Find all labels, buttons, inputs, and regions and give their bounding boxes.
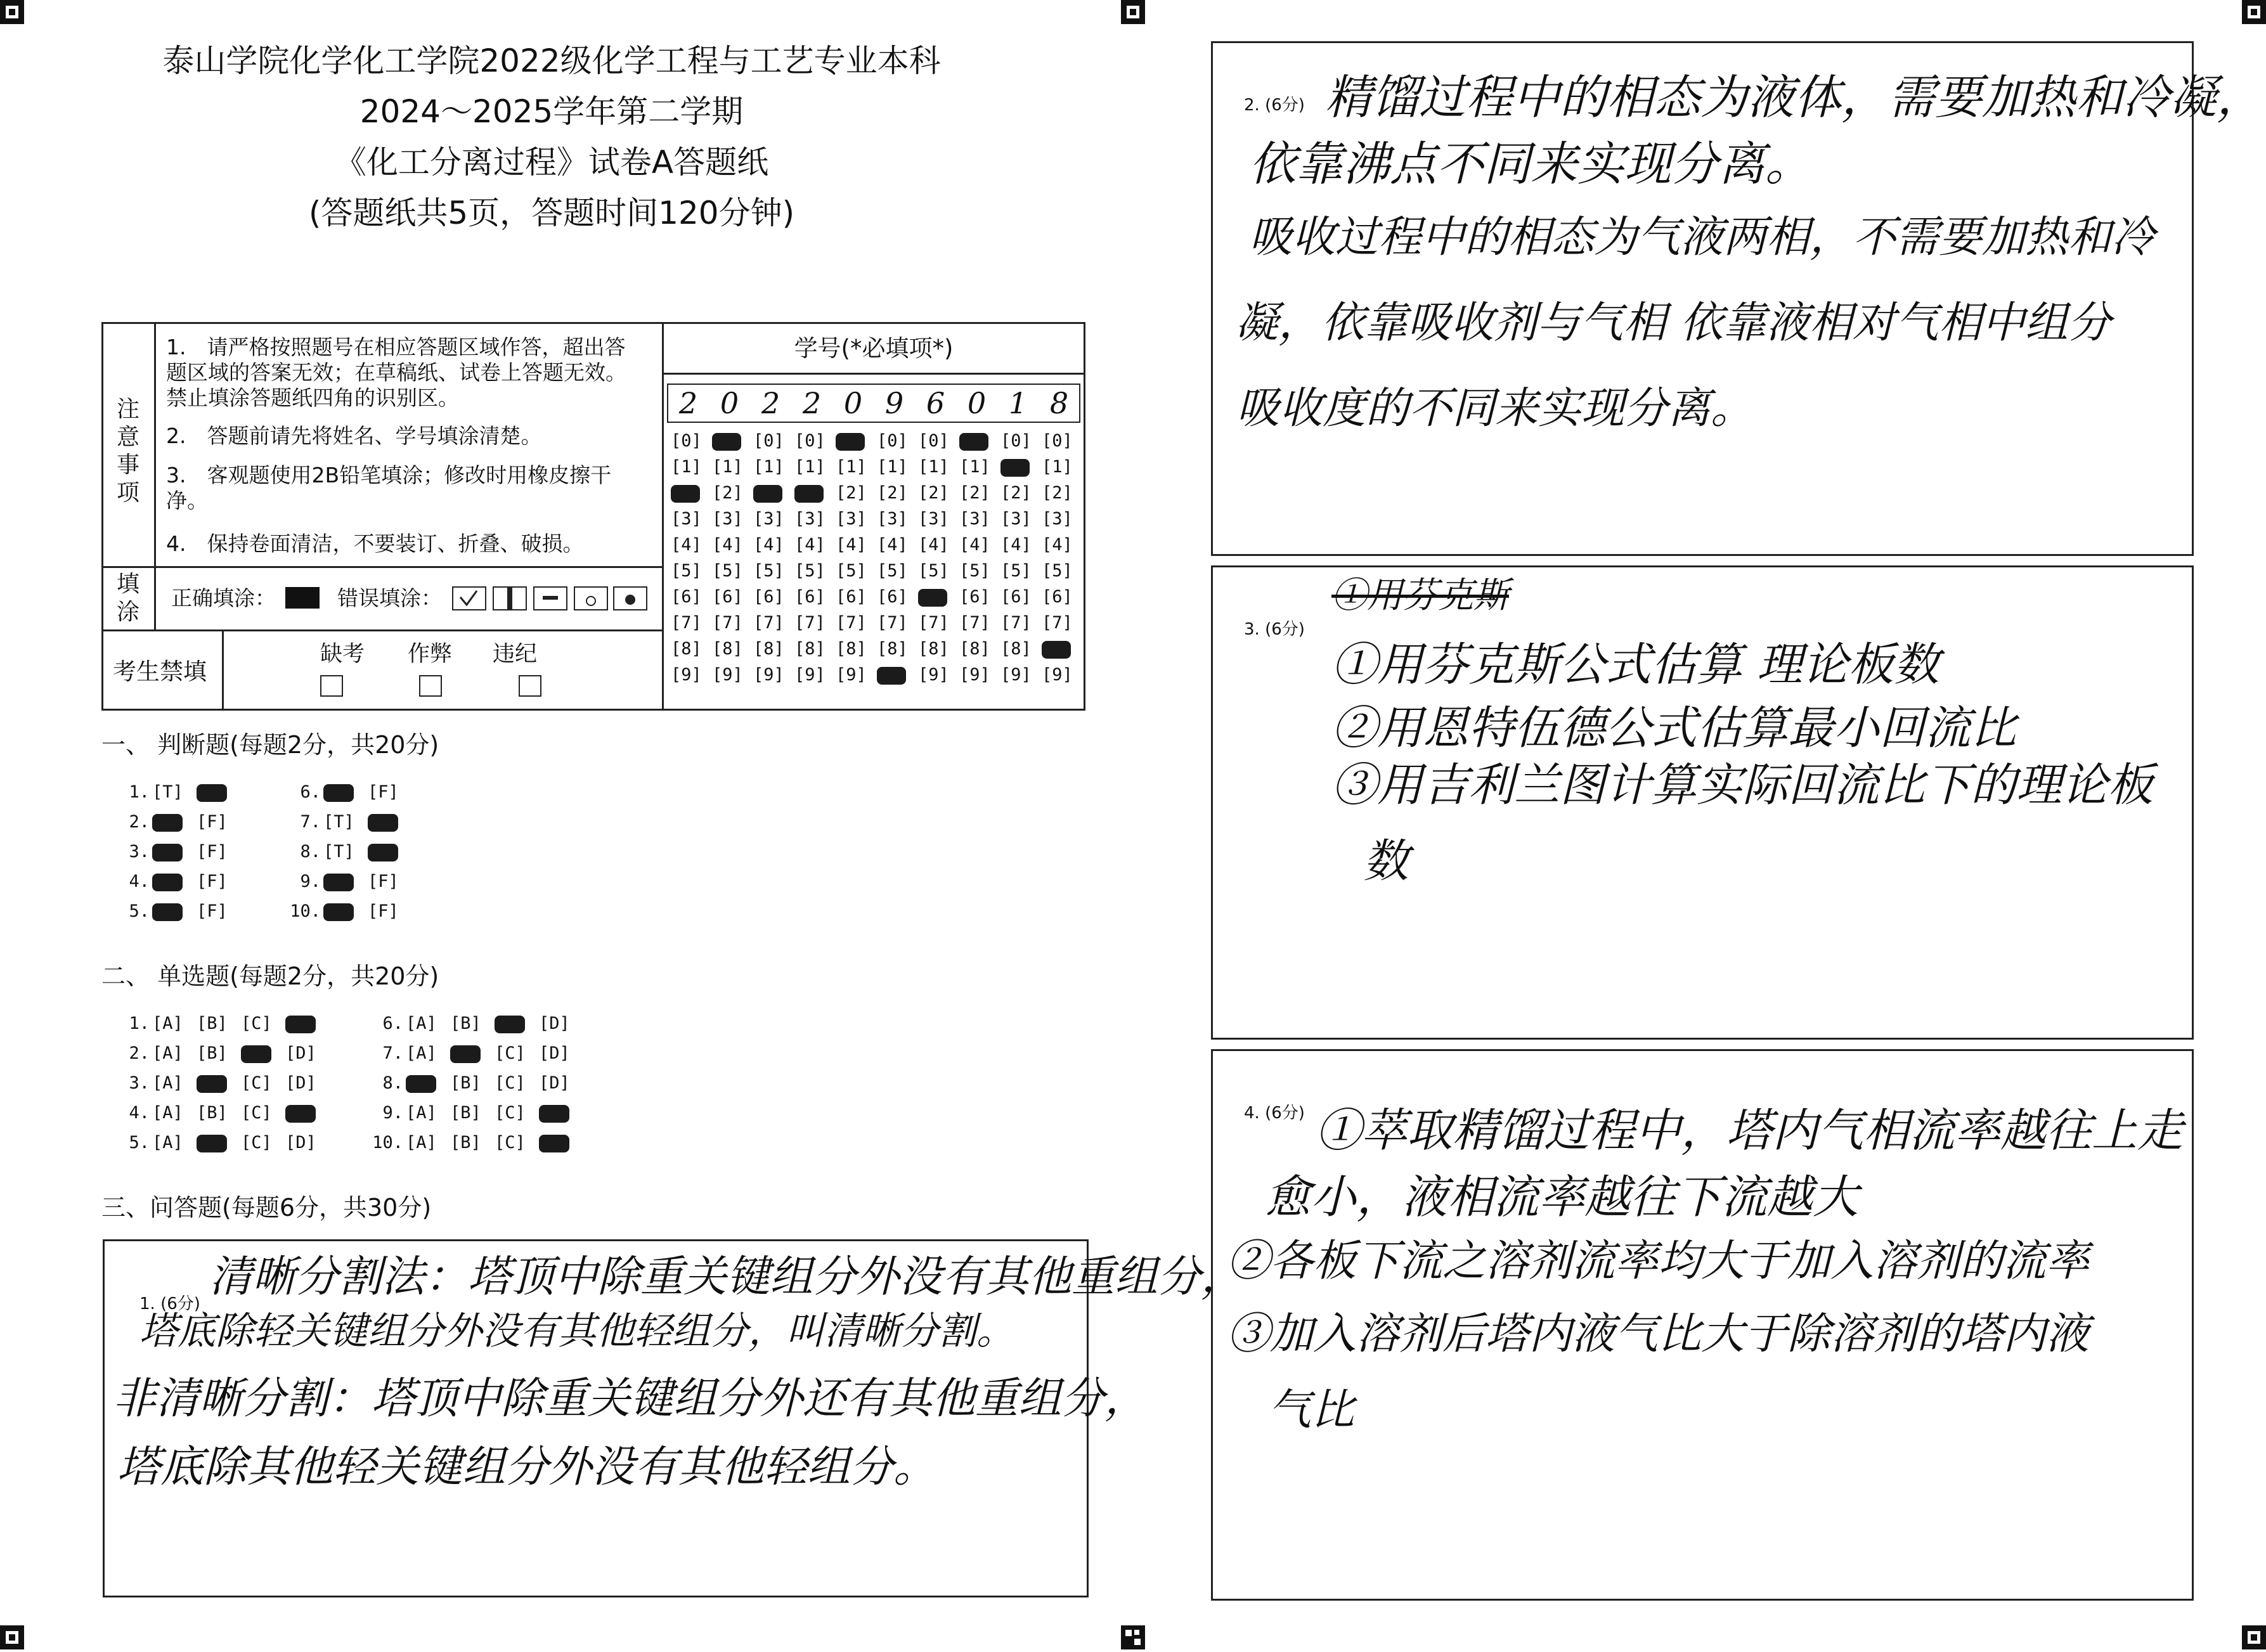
section1-question-number: 3.: [129, 842, 150, 861]
section1-q7-option-f[interactable]: [368, 810, 398, 835]
q1-line-3: 非清晰分割：塔顶中除重关键组分外还有其他重组分，: [113, 1374, 1148, 1424]
section2-q8-option-d[interactable]: [D]: [539, 1073, 570, 1093]
section1-title: 一、 判断题(每题2分，共20分): [101, 731, 439, 759]
section1-question-number: 2.: [129, 812, 150, 832]
section2-q8-option-b[interactable]: [B]: [450, 1073, 481, 1093]
student-id-bubble-c8-r9[interactable]: [9]: [959, 665, 990, 685]
student-id-digit-8: 0: [967, 386, 987, 420]
section1-q1-option-f[interactable]: [197, 780, 227, 805]
student-id-bubble-c5-r2[interactable]: [2]: [836, 483, 867, 503]
section2-q7-option-c[interactable]: [C]: [495, 1043, 526, 1063]
section2-q9-option-d[interactable]: [539, 1100, 569, 1126]
section2-question-number: 3.: [129, 1073, 150, 1093]
notice-item-3: 3. 客观题使用2B铅笔填涂；修改时用橡皮擦干净。: [166, 463, 612, 513]
section1-question-number: 4.: [129, 872, 150, 891]
student-id-bubble-c4-r3[interactable]: [3]: [794, 509, 825, 529]
student-id-bubble-c3-r7[interactable]: [7]: [753, 613, 784, 633]
student-id-bubble-c1-r9[interactable]: [9]: [671, 665, 702, 685]
student-id-bubble-c1-r6[interactable]: [6]: [671, 587, 702, 607]
forbidden-cheat-label: 作弊: [408, 642, 453, 667]
section1-q10-option-t[interactable]: [323, 899, 354, 924]
section1-question-number: 8.: [300, 842, 321, 861]
corner-mark-bottom-center: [1121, 1625, 1145, 1649]
section2-q10-option-c[interactable]: [C]: [495, 1133, 526, 1152]
student-id-bubble-c10-r0[interactable]: [0]: [1042, 431, 1073, 451]
q2-line-4: 凝，依靠吸收剂与气相 依靠液相对气相中组分: [1235, 298, 2111, 348]
student-id-bubble-c5-r0[interactable]: [836, 431, 874, 451]
student-id-bubble-c7-r1[interactable]: [1]: [918, 457, 949, 477]
section2-q8-option-a[interactable]: [406, 1071, 436, 1096]
section2-q1-option-c[interactable]: [C]: [241, 1014, 272, 1033]
student-id-bubble-c1-r7[interactable]: [7]: [671, 613, 702, 633]
section2-q5-option-a[interactable]: [A]: [152, 1133, 183, 1152]
q4-line-5: 气比: [1268, 1385, 1355, 1435]
student-id-bubble-c2-r9[interactable]: [9]: [712, 665, 743, 685]
student-id-bubble-c5-r3[interactable]: [3]: [836, 509, 867, 529]
student-id-bubble-c3-r2[interactable]: [753, 483, 791, 503]
student-id-bubble-c6-r8[interactable]: [8]: [877, 639, 908, 659]
forbidden-absent-checkbox[interactable]: [320, 675, 343, 697]
student-id-bubble-c10-r4[interactable]: [4]: [1042, 535, 1073, 555]
q2-line-2: 依靠沸点不同来实现分离。: [1249, 137, 1812, 191]
student-id-bubble-c9-r2[interactable]: [2]: [1000, 483, 1032, 503]
section1-q9-option-t[interactable]: [323, 869, 354, 894]
q4-label: 4. (6分): [1244, 1104, 1305, 1123]
forbidden-cheat-checkbox[interactable]: [419, 675, 442, 697]
corner-mark-top-left: [0, 0, 24, 24]
forbidden-absent-label: 缺考: [320, 642, 365, 667]
section1-q8-option-f[interactable]: [368, 839, 398, 865]
student-id-bubble-c1-r2[interactable]: [671, 483, 709, 503]
student-id-bubble-c8-r4[interactable]: [4]: [959, 535, 990, 555]
section2-q4-option-b[interactable]: [B]: [197, 1103, 228, 1123]
section1-q8-option-t[interactable]: [T]: [323, 842, 354, 861]
section2-title: 二、 单选题(每题2分，共20分): [101, 962, 439, 990]
student-id-bubble-c6-r5[interactable]: [5]: [877, 561, 908, 581]
student-id-bubble-c9-r4[interactable]: [4]: [1000, 535, 1032, 555]
q3-label: 3. (6分): [1244, 620, 1305, 639]
notice-item-4: 4. 保持卷面清洁，不要装订、折叠、破损。: [166, 531, 584, 556]
student-id-bubble-c1-r8[interactable]: [8]: [671, 639, 702, 659]
student-id-bubble-c6-r0[interactable]: [0]: [877, 431, 908, 451]
student-id-bubble-c3-r6[interactable]: [6]: [753, 587, 784, 607]
header-line-1: 泰山学院化学化工学院2022级化学工程与工艺专业本科: [162, 42, 941, 79]
student-id-bubble-c10-r1[interactable]: [1]: [1042, 457, 1073, 477]
student-id-digit-6: 9: [884, 386, 904, 420]
student-id-bubble-c7-r3[interactable]: [3]: [918, 509, 949, 529]
section1-q6-option-f[interactable]: [F]: [368, 782, 399, 802]
q4-line-4: ③加入溶剂后塔内液气比大于除溶剂的塔内液: [1227, 1309, 2090, 1359]
student-id-bubble-c7-r7[interactable]: [7]: [918, 613, 949, 633]
student-id-bubble-c10-r9[interactable]: [9]: [1042, 665, 1073, 685]
student-id-bubble-c10-r3[interactable]: [3]: [1042, 509, 1073, 529]
student-id-bubble-c5-r1[interactable]: [1]: [836, 457, 867, 477]
q3-line-5: 数: [1363, 834, 1409, 887]
corner-mark-bottom-left: [0, 1625, 24, 1649]
section2-q5-option-c[interactable]: [C]: [241, 1133, 272, 1152]
section1-question-number: 5.: [129, 901, 150, 921]
q4-line-3: ②各板下流之溶剂流率均大于加入溶剂的流率: [1227, 1236, 2090, 1286]
student-id-bubble-c2-r1[interactable]: [1]: [712, 457, 743, 477]
student-id-bubble-c1-r5[interactable]: [5]: [671, 561, 702, 581]
student-id-bubble-c4-r7[interactable]: [7]: [794, 613, 825, 633]
notice-item-2: 2. 答题前请先将姓名、学号填涂清楚。: [166, 423, 542, 448]
q1-line-2: 塔底除轻关键组分外没有其他轻组分，叫清晰分割。: [139, 1309, 1014, 1353]
section2-q5-option-b[interactable]: [197, 1130, 227, 1156]
student-id-bubble-c1-r4[interactable]: [4]: [671, 535, 702, 555]
section1-q4-option-t[interactable]: [152, 869, 183, 894]
student-id-digit-2: 0: [720, 386, 739, 420]
forbidden-violation-checkbox[interactable]: [519, 675, 541, 697]
student-id-bubble-c2-r2[interactable]: [2]: [712, 483, 743, 503]
section2-q4-option-d[interactable]: [285, 1100, 316, 1126]
section2-q6-option-a[interactable]: [A]: [406, 1014, 437, 1033]
student-id-bubble-c7-r9[interactable]: [9]: [918, 665, 949, 685]
section2-q5-option-d[interactable]: [D]: [285, 1133, 316, 1152]
fill-correct-label: 正确填涂：: [171, 586, 276, 610]
corner-mark-top-right: [2242, 0, 2266, 24]
section2-question-number: 6.: [382, 1014, 403, 1033]
notice-label: 注意事项: [116, 396, 139, 506]
section2-q1-option-d[interactable]: [285, 1011, 316, 1036]
student-id-bubble-c6-r1[interactable]: [1]: [877, 457, 908, 477]
q2-line-3: 吸收过程中的相态为气液两相，不需要加热和冷: [1249, 212, 2155, 262]
section2-q3-option-c[interactable]: [C]: [241, 1073, 272, 1093]
student-id-bubble-c4-r0[interactable]: [0]: [794, 431, 825, 451]
fill-wrong-samples: [451, 584, 648, 615]
student-id-bubble-c9-r6[interactable]: [6]: [1000, 587, 1032, 607]
student-id-digit-3: 2: [761, 386, 780, 420]
section2-q9-option-b[interactable]: [B]: [450, 1103, 481, 1123]
student-id-bubble-c10-r8[interactable]: [1042, 639, 1080, 659]
student-id-digit-10: 8: [1049, 386, 1069, 420]
section2-question-number: 10.: [372, 1133, 403, 1152]
student-id-bubble-c6-r3[interactable]: [3]: [877, 509, 908, 529]
student-id-bubble-c5-r5[interactable]: [5]: [836, 561, 867, 581]
student-id-bubble-c2-r8[interactable]: [8]: [712, 639, 743, 659]
q3-line-1-struck: ①用芬克斯: [1331, 575, 1509, 616]
student-id-bubble-c7-r6[interactable]: [918, 587, 956, 607]
student-id-bubble-c9-r5[interactable]: [5]: [1000, 561, 1032, 581]
student-id-bubble-c3-r0[interactable]: [0]: [753, 431, 784, 451]
section2-q7-option-b[interactable]: [450, 1041, 481, 1066]
section2-q6-option-c[interactable]: [495, 1011, 525, 1036]
section3-title: 三、问答题(每题6分，共30分): [101, 1194, 432, 1222]
fill-correct-sample: [285, 587, 320, 609]
student-id-digit-1: 2: [678, 386, 698, 420]
section2-question-number: 1.: [129, 1014, 150, 1033]
section2-q3-option-d[interactable]: [D]: [285, 1073, 316, 1093]
student-id-bubble-c3-r1[interactable]: [1]: [753, 457, 784, 477]
student-id-bubble-c3-r4[interactable]: [4]: [753, 535, 784, 555]
section1-q2-option-t[interactable]: [152, 810, 183, 835]
section2-q1-option-a[interactable]: [A]: [152, 1014, 183, 1033]
section2-q9-option-a[interactable]: [A]: [406, 1103, 437, 1123]
section1-q5-option-t[interactable]: [152, 899, 183, 924]
student-id-bubble-c3-r5[interactable]: [5]: [753, 561, 784, 581]
section2-q7-option-a[interactable]: [A]: [406, 1043, 437, 1063]
student-id-bubble-c3-r8[interactable]: [8]: [753, 639, 784, 659]
student-id-bubble-c10-r5[interactable]: [5]: [1042, 561, 1073, 581]
student-id-bubble-c4-r6[interactable]: [6]: [794, 587, 825, 607]
section2-q6-option-d[interactable]: [D]: [539, 1014, 570, 1033]
student-id-bubble-c5-r7[interactable]: [7]: [836, 613, 867, 633]
section1-question-number: 6.: [300, 782, 321, 802]
student-id-bubble-c7-r4[interactable]: [4]: [918, 535, 949, 555]
section2-q4-option-c[interactable]: [C]: [241, 1103, 272, 1123]
section2-q2-option-d[interactable]: [D]: [285, 1043, 316, 1063]
forbidden-label: 考生禁填: [113, 658, 207, 685]
section1-q2-option-f[interactable]: [F]: [197, 812, 228, 832]
student-id-bubble-c9-r1[interactable]: [1000, 457, 1039, 477]
section1-q7-option-t[interactable]: [T]: [323, 812, 354, 832]
q2-line-5: 吸收度的不同来实现分离。: [1236, 384, 1754, 434]
q1-line-4: 塔底除其他轻关键组分外没有其他轻组分。: [117, 1442, 937, 1492]
student-id-bubble-c10-r2[interactable]: [2]: [1042, 483, 1073, 503]
q3-line-3: ②用恩特伍德公式估算最小回流比: [1331, 701, 2017, 754]
student-id-bubble-c9-r9[interactable]: [9]: [1000, 665, 1032, 685]
student-id-bubble-c9-r8[interactable]: [8]: [1000, 639, 1032, 659]
section1-question-number: 10.: [290, 901, 321, 921]
student-id-bubble-c8-r6[interactable]: [6]: [959, 587, 990, 607]
student-id-bubble-c7-r5[interactable]: [5]: [918, 561, 949, 581]
student-id-bubble-c2-r5[interactable]: [5]: [712, 561, 743, 581]
corner-mark-bottom-right: [2242, 1625, 2266, 1649]
section2-q3-option-b[interactable]: [197, 1071, 227, 1096]
section1-q6-option-t[interactable]: [323, 780, 354, 805]
section1-q1-option-t[interactable]: [T]: [152, 782, 183, 802]
student-id-bubble-c8-r8[interactable]: [8]: [959, 639, 990, 659]
section1-question-number: 7.: [300, 812, 321, 832]
section1-q3-option-t[interactable]: [152, 839, 183, 865]
student-id-bubble-c2-r6[interactable]: [6]: [712, 587, 743, 607]
student-id-bubble-c7-r2[interactable]: [2]: [918, 483, 949, 503]
student-id-title: 学号(*必填项*): [794, 335, 954, 362]
student-id-bubble-c6-r4[interactable]: [4]: [877, 535, 908, 555]
student-id-bubble-c1-r3[interactable]: [3]: [671, 509, 702, 529]
q1-line-1: 清晰分割法：塔顶中除重关键组分外没有其他重组分，: [209, 1252, 1245, 1302]
student-id-bubble-c6-r9[interactable]: [877, 665, 915, 685]
student-id-bubble-c4-r9[interactable]: [9]: [794, 665, 825, 685]
section1-q3-option-f[interactable]: [F]: [197, 842, 228, 861]
student-id-bubble-c1-r1[interactable]: [1]: [671, 457, 702, 477]
section1-q5-option-f[interactable]: [F]: [197, 901, 228, 921]
section2-q4-option-a[interactable]: [A]: [152, 1103, 183, 1123]
section2-q9-option-c[interactable]: [C]: [495, 1103, 526, 1123]
student-id-digit-4: 2: [802, 386, 822, 420]
student-id-bubble-c5-r8[interactable]: [8]: [836, 639, 867, 659]
section2-q2-option-c[interactable]: [241, 1041, 271, 1066]
section1-question-number: 1.: [129, 782, 150, 802]
q4-line-2: 愈小，液相流率越往下流越大: [1265, 1170, 1859, 1223]
q1-label: 1. (6分): [139, 1294, 200, 1313]
student-id-bubble-c6-r2[interactable]: [2]: [877, 483, 908, 503]
student-id-bubble-c6-r6[interactable]: [6]: [877, 587, 908, 607]
q2-line-1: 精馏过程中的相态为液体，需要加热和冷凝，: [1325, 70, 2263, 125]
section2-q6-option-b[interactable]: [B]: [450, 1014, 481, 1033]
student-id-bubble-c3-r9[interactable]: [9]: [753, 665, 784, 685]
student-id-bubble-c8-r2[interactable]: [2]: [959, 483, 990, 503]
student-id-bubble-c9-r7[interactable]: [7]: [1000, 613, 1032, 633]
section1-q9-option-f[interactable]: [F]: [368, 872, 399, 891]
student-id-bubble-c5-r6[interactable]: [6]: [836, 587, 867, 607]
section2-q1-option-b[interactable]: [B]: [197, 1014, 228, 1033]
q3-line-2: ①用芬克斯公式估算 理论板数: [1331, 638, 1939, 691]
student-id-bubble-c2-r4[interactable]: [4]: [712, 535, 743, 555]
header-line-3: 《化工分离过程》试卷A答题纸: [334, 144, 769, 181]
section2-q3-option-a[interactable]: [A]: [152, 1073, 183, 1093]
student-id-bubble-c8-r3[interactable]: [3]: [959, 509, 990, 529]
student-id-bubble-c9-r0[interactable]: [0]: [1000, 431, 1032, 451]
header-line-4: (答题纸共5页，答题时间120分钟): [308, 195, 795, 231]
section2-q10-option-b[interactable]: [B]: [450, 1133, 481, 1152]
section2-q10-option-a[interactable]: [A]: [406, 1133, 437, 1152]
student-id-bubble-c4-r4[interactable]: [4]: [794, 535, 825, 555]
student-id-bubble-c5-r9[interactable]: [9]: [836, 665, 867, 685]
section2-q7-option-d[interactable]: [D]: [539, 1043, 570, 1063]
section2-q8-option-c[interactable]: [C]: [495, 1073, 526, 1093]
student-id-bubble-c9-r3[interactable]: [3]: [1000, 509, 1032, 529]
section2-q2-option-a[interactable]: [A]: [152, 1043, 183, 1063]
section1-question-number: 9.: [300, 872, 321, 891]
section2-question-number: 8.: [382, 1073, 403, 1093]
student-id-bubble-c3-r3[interactable]: [3]: [753, 509, 784, 529]
q3-line-4: ③用吉利兰图计算实际回流比下的理论板: [1331, 758, 2154, 811]
forbidden-violation-label: 违纪: [493, 642, 538, 667]
section1-q10-option-f[interactable]: [F]: [368, 901, 399, 921]
corner-mark-top-center: [1121, 0, 1145, 24]
student-id-bubble-c8-r5[interactable]: [5]: [959, 561, 990, 581]
section2-question-number: 4.: [129, 1103, 150, 1123]
section1-q4-option-f[interactable]: [F]: [197, 872, 228, 891]
section2-question-number: 9.: [382, 1103, 403, 1123]
student-id-digit-5: 0: [843, 386, 863, 420]
student-id-bubble-c4-r1[interactable]: [1]: [794, 457, 825, 477]
section2-question-number: 2.: [129, 1043, 150, 1063]
student-id-bubble-c4-r2[interactable]: [794, 483, 832, 503]
student-id-bubble-c10-r7[interactable]: [7]: [1042, 613, 1073, 633]
student-id-bubble-c8-r0[interactable]: [959, 431, 997, 451]
student-id-digit-9: 1: [1008, 386, 1028, 420]
student-id-bubble-c2-r3[interactable]: [3]: [712, 509, 743, 529]
section2-q2-option-b[interactable]: [B]: [197, 1043, 228, 1063]
student-id-bubble-c6-r7[interactable]: [7]: [877, 613, 908, 633]
student-id-bubble-c8-r1[interactable]: [1]: [959, 457, 990, 477]
notice-item-1: 1. 请严格按照题号在相应答题区域作答，超出答题区域的答案无效；在草稿纸、试卷上答题无效。禁止填涂答题纸四角的识别区。: [166, 335, 626, 410]
q4-line-1: ①萃取精馏过程中，塔内气相流率越往上走: [1316, 1104, 2184, 1157]
header-line-2: 2024～2025学年第二学期: [359, 93, 744, 130]
student-id-digit-7: 6: [926, 386, 945, 420]
student-id-bubble-c4-r5[interactable]: [5]: [794, 561, 825, 581]
student-id-bubble-c1-r0[interactable]: [0]: [671, 431, 702, 451]
student-id-bubble-c2-r0[interactable]: [712, 431, 750, 451]
student-id-bubble-c4-r8[interactable]: [8]: [794, 639, 825, 659]
q2-label: 2. (6分): [1244, 96, 1305, 115]
student-id-bubble-c2-r7[interactable]: [7]: [712, 613, 743, 633]
student-id-bubble-c7-r8[interactable]: [8]: [918, 639, 949, 659]
fill-wrong-label: 错误填涂：: [337, 586, 442, 610]
section2-question-number: 5.: [129, 1133, 150, 1152]
section2-q10-option-d[interactable]: [539, 1130, 569, 1156]
student-id-bubble-c7-r0[interactable]: [0]: [918, 431, 949, 451]
student-id-bubble-c10-r6[interactable]: [6]: [1042, 587, 1073, 607]
section2-question-number: 7.: [382, 1043, 403, 1063]
student-id-bubble-c8-r7[interactable]: [7]: [959, 613, 990, 633]
student-id-bubble-c5-r4[interactable]: [4]: [836, 535, 867, 555]
fill-label: 填涂: [116, 571, 139, 625]
